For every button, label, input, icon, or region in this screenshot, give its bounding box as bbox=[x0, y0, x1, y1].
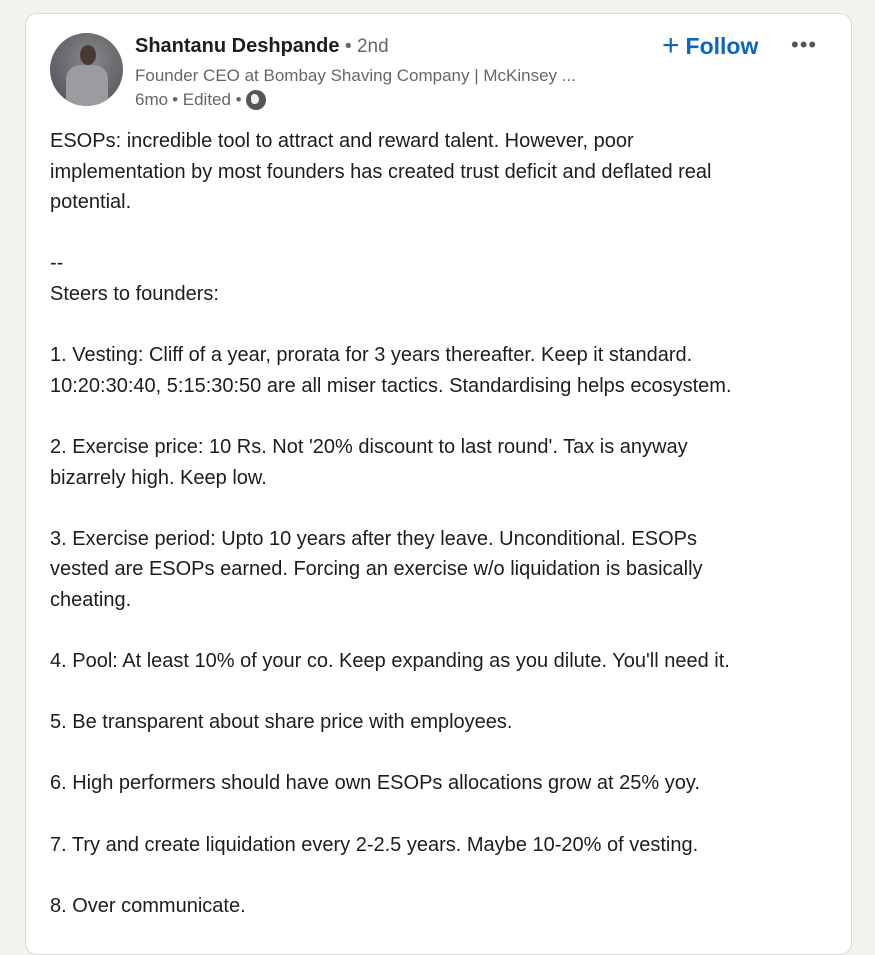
post-text-line: 8. Over communicate. bbox=[50, 894, 246, 917]
post-meta bbox=[135, 90, 266, 110]
post-text-line bbox=[50, 799, 732, 830]
post-text-line: bizarrely high. Keep low. bbox=[50, 466, 267, 489]
avatar-body bbox=[66, 65, 108, 106]
post-text-line bbox=[50, 677, 732, 708]
post-text-line bbox=[50, 738, 732, 769]
post-text-line bbox=[50, 616, 732, 647]
author-name-text: Shantanu Deshpande bbox=[135, 35, 340, 57]
avatar-head bbox=[80, 45, 96, 65]
author-name[interactable] bbox=[135, 35, 389, 58]
author-headline: Founder CEO at Bombay Shaving Company | McKinsey ... bbox=[135, 66, 576, 85]
post-text-line bbox=[50, 860, 732, 891]
post-time: 6mo bbox=[135, 90, 169, 109]
post-text-line: 5. Be transparent about share price with employees. bbox=[50, 711, 513, 734]
post-text-line: 4. Pool: At least 10% of your co. Keep expanding as you dilute. You'll need it. bbox=[50, 650, 730, 673]
post-text-line bbox=[50, 218, 732, 249]
follow-button[interactable] bbox=[662, 31, 758, 61]
more-options-icon[interactable]: ••• bbox=[791, 32, 818, 57]
connection-degree: • 2nd bbox=[345, 36, 389, 57]
post-text-line: 3. Exercise period: Upto 10 years after they leave. Unconditional. ESOPs bbox=[50, 527, 698, 550]
post-text-line: Steers to founders: bbox=[50, 282, 219, 305]
post-text-line bbox=[50, 310, 732, 341]
post-text-line: vested are ESOPs earned. Forcing an exercise w/o liquidation is basically bbox=[50, 558, 703, 581]
post-text-line: 10:20:30:40, 5:15:30:50 are all miser tactics. Standardising helps ecosystem. bbox=[50, 374, 732, 397]
post-text-line bbox=[50, 401, 732, 432]
post-text-line: 7. Try and create liquidation every 2-2.5 years. Maybe 10-20% of vesting. bbox=[50, 833, 699, 856]
post-text-line: implementation by most founders has created trust deficit and deflated real bbox=[50, 160, 712, 183]
post-text-line bbox=[50, 493, 732, 524]
plus-icon: + bbox=[662, 29, 680, 62]
post-card bbox=[25, 13, 852, 955]
post-text-line: 1. Vesting: Cliff of a year, prorata for 3 years thereafter. Keep it standard. bbox=[50, 344, 693, 367]
post-text-line: ESOPs: incredible tool to attract and reward talent. However, poor bbox=[50, 130, 634, 152]
post-text-line: 2. Exercise price: 10 Rs. Not '20% discount to last round'. Tax is anyway bbox=[50, 435, 688, 458]
post-text-line: -- bbox=[50, 252, 64, 275]
globe-icon bbox=[246, 90, 266, 110]
edited-label: • Edited • bbox=[172, 90, 242, 109]
post-text-line: cheating. bbox=[50, 588, 132, 611]
post-body bbox=[50, 126, 732, 921]
follow-label: Follow bbox=[685, 32, 759, 59]
avatar[interactable] bbox=[50, 33, 123, 106]
post-text-line: potential. bbox=[50, 191, 132, 214]
post-text-line: 6. High performers should have own ESOPs allocations grow at 25% yoy. bbox=[50, 772, 700, 795]
